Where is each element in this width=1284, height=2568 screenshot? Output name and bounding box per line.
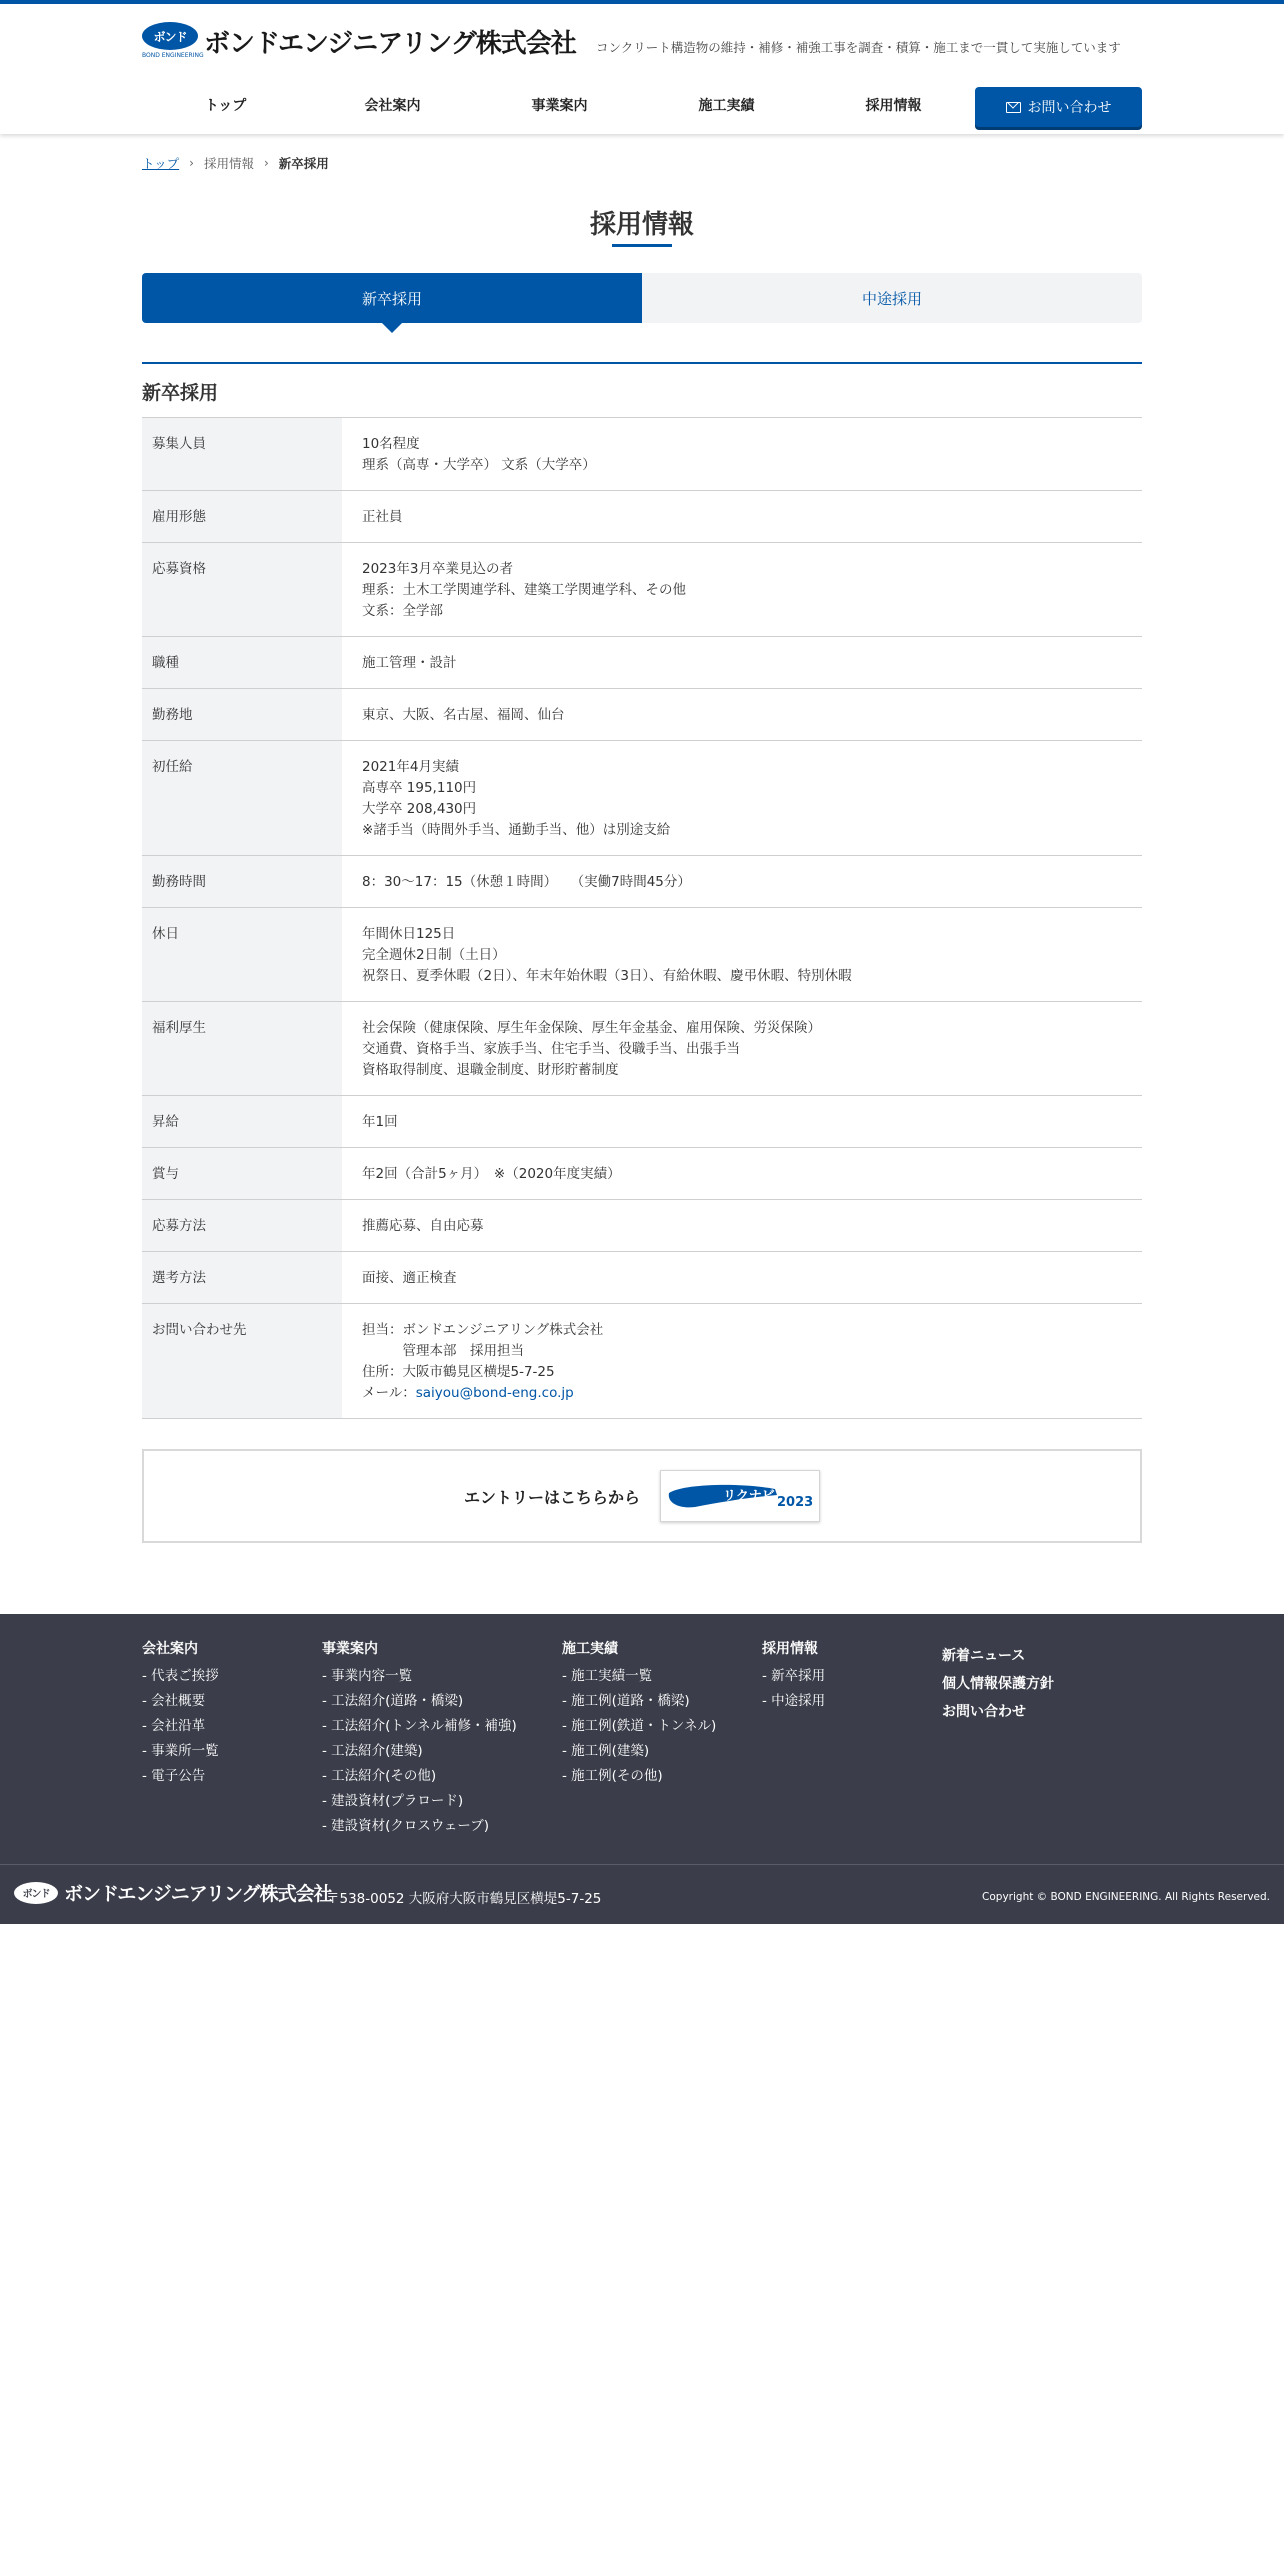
footer-col-head[interactable]: 事業案内	[322, 1641, 378, 1657]
footer-link[interactable]: - 新卒採用	[762, 1668, 826, 1684]
company-name: ボンドエンジニアリング株式会社	[204, 28, 576, 59]
row-label: 募集人員	[142, 418, 342, 491]
row-value	[342, 491, 1142, 543]
site-footer	[0, 1614, 1284, 1924]
row-label: 応募資格	[142, 543, 342, 637]
row-value	[342, 637, 1142, 689]
row-value-line: 推薦応募、自由応募	[362, 1218, 484, 1234]
row-value-line: 8：30～17：15（休憩１時間） （実働7時間45分）	[362, 874, 691, 890]
nav-recruit[interactable]: 採用情報	[865, 98, 922, 114]
table-row	[142, 1200, 1142, 1252]
row-value-line: 年間休日125日	[362, 926, 456, 942]
footer-logo[interactable]	[14, 1879, 332, 1906]
row-value-line: 面接、適正検査	[362, 1270, 457, 1286]
logo-mark-oval: ボンド	[142, 22, 198, 50]
site-logo[interactable]	[142, 22, 576, 60]
footer-logo-mark: ボンド	[14, 1882, 58, 1904]
row-value	[342, 543, 1142, 637]
rikunabi-banner[interactable]	[660, 1470, 820, 1522]
row-value	[342, 1200, 1142, 1252]
section-title: 新卒採用	[142, 362, 1142, 417]
tab-mid-career[interactable]: 中途採用	[642, 273, 1142, 323]
table-row	[142, 856, 1142, 908]
footer-link[interactable]: - 施工例(鉄道・トンネル)	[562, 1718, 717, 1734]
entry-box	[142, 1449, 1142, 1543]
site-header	[0, 4, 1284, 134]
row-value	[342, 689, 1142, 741]
title-underline	[612, 244, 672, 247]
recruit-tabs	[142, 273, 1142, 323]
row-value-line: 東京、大阪、名古屋、福岡、仙台	[362, 707, 565, 723]
row-value-line: 2023年3月卒業見込の者	[362, 561, 513, 577]
footer-address: 〒538-0052 大阪府大阪市鶴見区横堤5-7-25	[326, 1891, 602, 1907]
row-label: 初任給	[142, 741, 342, 856]
row-label: 賞与	[142, 1148, 342, 1200]
row-value	[342, 856, 1142, 908]
row-value-line: 年1回	[362, 1114, 398, 1130]
row-label: 雇用形態	[142, 491, 342, 543]
requirements-table	[142, 417, 1142, 1419]
footer-contact-link[interactable]: お問い合わせ	[942, 1704, 1026, 1720]
table-row	[142, 543, 1142, 637]
row-value	[342, 1304, 1142, 1419]
row-value-line: 住所：大阪市鶴見区横堤5-7-25	[362, 1364, 555, 1380]
contact-button-label: お問い合わせ	[1027, 100, 1112, 116]
row-value	[342, 418, 1142, 491]
row-label: 福利厚生	[142, 1002, 342, 1096]
page-title: 採用情報	[589, 210, 694, 240]
breadcrumb	[142, 154, 329, 172]
row-value-line: 完全週休2日制（土日）	[362, 947, 506, 963]
row-value-line: 管理本部 採用担当	[362, 1343, 524, 1359]
row-value-line: 大学卒 208,430円	[362, 801, 477, 817]
footer-link[interactable]: - 事業所一覧	[142, 1743, 219, 1759]
row-value	[342, 741, 1142, 856]
breadcrumb-current: 新卒採用	[278, 156, 329, 171]
row-value-line: 施工管理・設計	[362, 655, 457, 671]
row-label: 昇給	[142, 1096, 342, 1148]
footer-col-extra	[942, 1642, 1054, 1726]
footer-link[interactable]: - 電子公告	[142, 1768, 206, 1784]
rikunabi-logo	[665, 1479, 815, 1513]
footer-col-works	[562, 1638, 716, 1789]
recruit-email-link[interactable]: saiyou@bond-eng.co.jp	[415, 1385, 574, 1401]
row-value-line: 2021年4月実績	[362, 759, 459, 775]
table-row-contact	[142, 1304, 1142, 1419]
footer-link[interactable]: - 施工例(建築)	[562, 1743, 650, 1759]
footer-link[interactable]: - 代表ご挨拶	[142, 1668, 219, 1684]
row-value	[342, 1002, 1142, 1096]
tab-new-graduate[interactable]: 新卒採用	[142, 273, 642, 323]
copyright: Copyright © BOND ENGINEERING. All Rights Reserved.	[982, 1891, 1270, 1903]
footer-link[interactable]: - 工法紹介(建築)	[322, 1743, 423, 1759]
footer-link[interactable]: - 会社概要	[142, 1693, 206, 1709]
requirements-body	[142, 418, 1142, 1419]
footer-col-head[interactable]: 会社案内	[142, 1641, 198, 1657]
row-value	[342, 1252, 1142, 1304]
row-label: 応募方法	[142, 1200, 342, 1252]
footer-news-link[interactable]: 新着ニュース	[942, 1648, 1026, 1664]
row-value-line: 理系：土木工学関連学科、建築工学関連学科、その他	[362, 582, 686, 598]
contact-button[interactable]	[975, 87, 1142, 127]
row-value-line: 文系：全学部	[362, 603, 443, 619]
row-label: 選考方法	[142, 1252, 342, 1304]
row-value-line: ※諸手当（時間外手当、通勤手当、他）は別途支給	[362, 822, 671, 838]
footer-col-recruit	[762, 1638, 825, 1714]
table-row	[142, 1002, 1142, 1096]
entry-label: エントリーはこちらから	[463, 1487, 640, 1507]
logo-mark	[142, 22, 204, 60]
table-row	[142, 1252, 1142, 1304]
tagline: コンクリート構造物の維持・補修・補強工事を調査・積算・施工まで一貫して実施しています	[596, 40, 1121, 55]
table-row	[142, 1148, 1142, 1200]
footer-link[interactable]: - 建設資材(クロスウェーブ)	[322, 1818, 489, 1834]
footer-link[interactable]: - 事業内容一覧	[322, 1668, 413, 1684]
row-value	[342, 1148, 1142, 1200]
footer-col-business	[322, 1638, 517, 1839]
row-label: お問い合わせ先	[142, 1304, 342, 1419]
footer-bottom	[0, 1865, 1284, 1924]
footer-link[interactable]: - 中途採用	[762, 1693, 826, 1709]
row-label: 職種	[142, 637, 342, 689]
row-value-line: 正社員	[362, 509, 403, 525]
footer-link[interactable]: - 工法紹介(トンネル補修・補強)	[322, 1718, 517, 1734]
footer-col-company	[142, 1638, 219, 1789]
row-value-line: 資格取得制度、退職金制度、財形貯蓄制度	[362, 1062, 619, 1078]
footer-link[interactable]: - 工法紹介(道路・橋梁)	[322, 1693, 464, 1709]
table-row	[142, 1096, 1142, 1148]
footer-company-name: ボンドエンジニアリング株式会社	[64, 1883, 332, 1905]
row-value-line: 10名程度	[362, 436, 420, 452]
row-label: 勤務時間	[142, 856, 342, 908]
row-value-line: 交通費、資格手当、家族手当、住宅手当、役職手当、出張手当	[362, 1041, 740, 1057]
footer-link[interactable]: - 施工例(道路・橋梁)	[562, 1693, 690, 1709]
row-value-line: 年2回（合計5ヶ月） ※（2020年度実績）	[362, 1166, 621, 1182]
logo-sub: BOND ENGINEERING	[142, 52, 204, 59]
breadcrumb-parent[interactable]: 採用情報	[203, 156, 254, 171]
footer-link[interactable]: - 施工実績一覧	[562, 1668, 653, 1684]
breadcrumb-home[interactable]: トップ	[142, 156, 180, 171]
table-row	[142, 637, 1142, 689]
footer-col-head[interactable]: 採用情報	[762, 1641, 818, 1657]
table-row	[142, 689, 1142, 741]
row-value	[342, 1096, 1142, 1148]
footer-privacy-link[interactable]: 個人情報保護方針	[942, 1676, 1054, 1692]
table-row	[142, 741, 1142, 856]
table-row	[142, 491, 1142, 543]
footer-link[interactable]: - 工法紹介(その他)	[322, 1768, 437, 1784]
row-value-line: 担当：ボンドエンジニアリング株式会社	[362, 1322, 604, 1338]
row-value-line: 祝祭日、夏季休暇（2日）、年末年始休暇（3日）、有給休暇、慶弔休暇、特別休暇	[362, 968, 852, 984]
row-value-line: 高専卒 195,110円	[362, 780, 477, 796]
row-value-line: 理系（高専・大学卒） 文系（大学卒）	[362, 457, 596, 473]
row-value	[342, 908, 1142, 1002]
row-label: 休日	[142, 908, 342, 1002]
rikunabi-text: リクナビ	[723, 1489, 775, 1504]
footer-link[interactable]: - 会社沿革	[142, 1718, 206, 1734]
table-row	[142, 908, 1142, 1002]
footer-columns	[142, 1638, 1142, 1858]
row-value-line: 社会保険（健康保険、厚生年金保険、厚生年金基金、雇用保険、労災保険）	[362, 1020, 821, 1036]
table-row	[142, 418, 1142, 491]
chevron-right-icon: ›	[189, 156, 194, 170]
chevron-right-icon: ›	[263, 156, 269, 170]
row-label: 勤務地	[142, 689, 342, 741]
footer-link[interactable]: - 施工例(その他)	[562, 1768, 663, 1784]
nav-works[interactable]: 施工実績	[698, 98, 755, 114]
mail-icon	[1006, 102, 1021, 113]
nav-top[interactable]: トップ	[204, 98, 247, 114]
rikunabi-year: 2023	[777, 1495, 814, 1510]
nav-business[interactable]: 事業案内	[531, 98, 588, 114]
footer-col-head[interactable]: 施工実績	[562, 1641, 618, 1657]
footer-link[interactable]: - 建設資材(プラロード)	[322, 1793, 464, 1809]
nav-company[interactable]: 会社案内	[364, 98, 421, 114]
mail-prefix: メール：	[362, 1385, 416, 1401]
mail-line	[362, 1383, 1122, 1404]
